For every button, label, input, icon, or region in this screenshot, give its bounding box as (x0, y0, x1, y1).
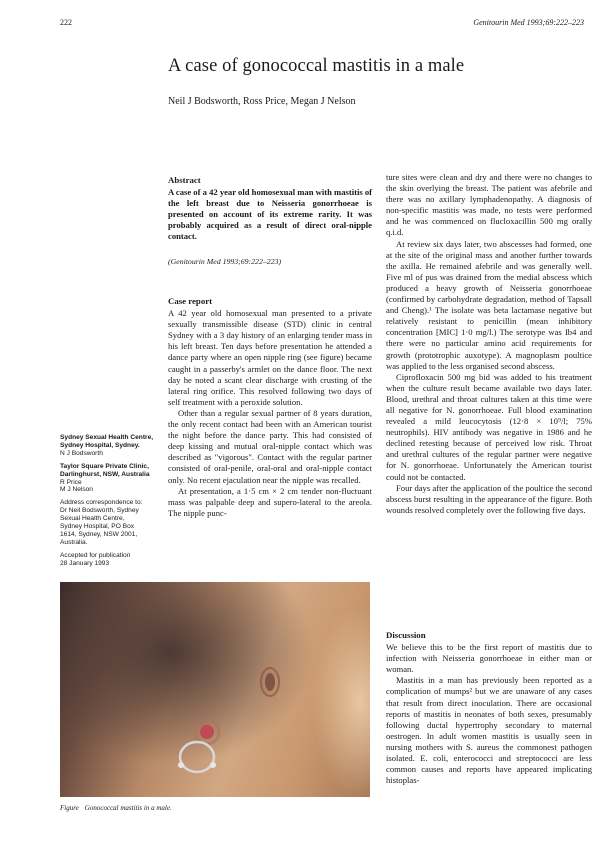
abstract-heading: Abstract (168, 175, 201, 185)
abstract-citation: (Genitourin Med 1993;69:222–223) (168, 256, 282, 266)
case-report-paragraph: Other than a regular sexual partner of 8 years duration, the only recent contact had been with an American tourist the night before the dance party. This had consisted of deep kissing and mutual oral-nipple contact which was described as "vigorous". Contact with the regular partner consisted of oral-penile, oral-oral and oral-nipple contact only. No recent ejaculation near the nipple was recalled. (168, 407, 372, 485)
figure-label: Figure (60, 804, 79, 812)
body-paragraph: Ciprofloxacin 500 mg bid was added to his treatment when the culture result became available two days later. Blood, urethral and throat cultures taken at this time were all negative for N. gonorrhoeae. Full blood examination revealed a mild leucocytosis (12·8 × 10⁹/l; 75% neutrophils). HIV antibody was negative in 1986 and he declined retesting because of perceived low risk. Throat and urethral cultures of the regular partner were negative for N. gonorrhoeae. Unfortunately the American tourist could not be contacted. (386, 371, 592, 482)
nipple (200, 725, 214, 739)
clinical-photograph (60, 582, 370, 797)
case-report-paragraph: A 42 year old homosexual man presented to a private sexually transmissible disease (STD) clinic in central Sydney with a 3 day history of an enlarging tender mass in his left breast. Ten days before presentation he attended a dance party where an open nipple ring (see figure) became caught in a passerby's armlet on the dance floor. The next day he noted a scant clear discharge with crusting of the lateral ring orifice. This resolved following two days of self treatment with a peroxide solution. (168, 308, 372, 407)
abstract-text: A case of a 42 year old homosexual man with mastitis of the left breast due to Neisseria gonorrhoeae is presented on account of its extreme rarity. It was probably acquired as a result of direct oral-nipple contact. (168, 187, 372, 242)
correspondence-line: Sydney Hospital, PO Box (60, 523, 135, 531)
abscess-lesion (265, 673, 275, 691)
case-report-section (168, 296, 372, 519)
accepted-line: 28 January 1993 (60, 559, 110, 567)
author-list: Neil J Bodsworth, Ross Price, Megan J Nelson (168, 96, 356, 107)
affiliation-2-person: R Price (60, 478, 82, 486)
body-paragraph: Four days after the application of the poultice the second abscess burst resulting in the appearance of the figure. Both wounds resolved completely over the following five days. (386, 482, 592, 515)
affiliations-sidebar (60, 434, 160, 568)
ring-bead (210, 762, 216, 768)
affiliation-2: Taylor Square Private Clinic, Darlinghurst, NSW, Australia (60, 462, 150, 478)
case-report-paragraph: At presentation, a 1·5 cm × 2 cm tender non-fluctuant mass was palpable deep and supero-lateral to the areola. The nipple punc- (168, 485, 372, 518)
correspondence-line: Australia. (60, 538, 88, 546)
accepted-line: Accepted for publication (60, 551, 131, 559)
correspondence-line: Sexual Health Centre, (60, 515, 125, 523)
nipple-ring (180, 742, 214, 772)
photograph-illustration (60, 582, 370, 797)
correspondence-line: Address correspondence to: (60, 499, 143, 507)
discussion-paragraph: We believe this to be the first report of mastitis due to infection with Neisseria gonorrhoeae in either man or woman. (386, 642, 592, 675)
abstract-section (168, 175, 372, 267)
discussion-section (386, 630, 592, 786)
case-report-continued (386, 172, 592, 516)
discussion-heading: Discussion (386, 630, 426, 640)
body-paragraph: At review six days later, two abscesses had formed, one at the site of the original mass and another further towards the axilla. He remained afebrile and was generally well. Five ml of pus was drained from the medial abscess which produced a heavy growth of Neisseria gonorrhoeae (confirmed by carbohydrate degradation, method of Tapsall and Cheng).¹ The isolate was beta lactamase negative but relatively resistant to penicillin (mean inhibitory concentration [MIC] 1·0 mg/l.) The serotype was Ib4 and there were no particular amino acid requirements for growth (prototrophic auxotype). A magnoplasm poultice was applied to the less organised second abscess. (386, 238, 592, 371)
figure-caption-text: Gonococcal mastitis in a male. (84, 804, 172, 812)
article-title: A case of gonococcal mastitis in a male (168, 56, 465, 76)
case-report-heading: Case report (168, 296, 213, 306)
running-head: Genitourin Med 1993;69:222–223 (473, 18, 584, 27)
figure-caption (60, 804, 172, 812)
correspondence-line: Dr Neil Bodsworth, Sydney (60, 507, 139, 515)
discussion-paragraph: Mastitis in a man has previously been reported as a complication of mumps² but we are unaware of any cases that result from direct inoculation. There are occasional reports of mastitis in neonates of both sexes, presumably following ductal hypertrophy secondary to maternal oestrogen. In adult women mastitis is usually seen in nursing mothers with S. aureus the commonest pathogen isolated. E. coli, enterococci and streptococci are less common causes and reports have appeared implicating histoplas- (386, 675, 592, 786)
correspondence-line: 1614, Sydney, NSW 2001, (60, 530, 138, 538)
body-paragraph: ture sites were clean and dry and there were no changes to the skin overlying the breast. The patient was afebrile and there was no axillary lymphadenopathy. A diagnosis of non-specific mastitis was made, no tests were performed and he was commenced on flucloxacillin 500 mg orally q.i.d. (386, 172, 592, 238)
affiliation-2-person: M J Nelson (60, 486, 93, 494)
affiliation-1-people: N J Bodsworth (60, 449, 103, 457)
page-number: 222 (60, 18, 72, 27)
ring-bead (178, 762, 184, 768)
affiliation-1: Sydney Sexual Health Centre, Sydney Hospital, Sydney. (60, 434, 154, 449)
